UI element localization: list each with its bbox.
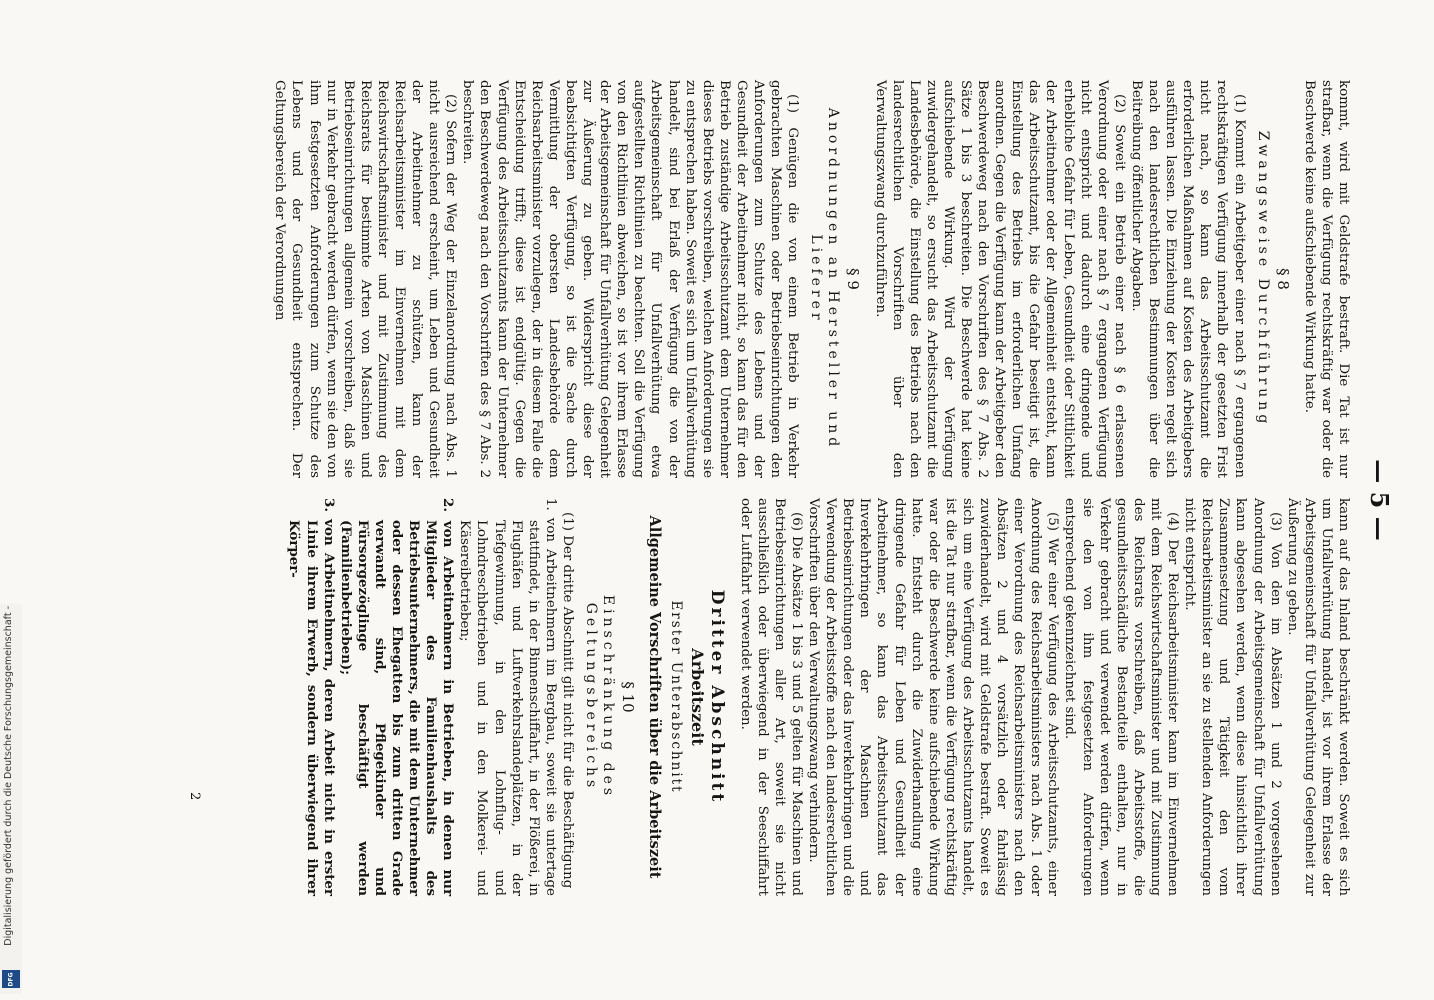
section-9-paragraph-4: (4) Der Reichsarbeitsminister kann im Einvernehmen mit dem Reichswirtschaftsminister und mit Zustimmung des Reichsrats vorschreiben, daß Arbeitsstoffe, die gesundheitsschädliche Bestandteile enthalten, nur in Verkehr gebracht und verwendet werden dürfen, wenn sie den von ihm festgesetzten Anforderungen entsprechend gekennzeichnet sind. bbox=[1062, 498, 1181, 896]
page-number: — 5 — bbox=[1365, 459, 1394, 541]
list-item: 2. von Arbeitnehmern in Betrieben, in denen nur Mitglieder des Familienhaushalts des Betriebsunternehmers, die mit dem Unternehmer oder dessen Ehegatten bis zum dritten Grade verwandt sind, Pflegekinder und Fürsorgezöglinge beschäftigt werden (Familienbetrieben); bbox=[337, 498, 457, 896]
left-column bbox=[271, 80, 1352, 478]
right-intro-paragraph: kann auf das Inland beschränkt werden. Soweit es sich um Unfallverhütung handelt, ist vor ihrem Erlasse der Arbeitsgemeinschaft für Unfallverhütung Gelegenheit zur Äußerung zu geben. bbox=[1284, 498, 1351, 896]
list-item: 1. von Arbeitnehmern im Bergbau, soweit sie untertage stattfindet, in der Binnenschiffahrt, in der Flößerei, in Flughäfen und Luftverkehrslandeplätzen, in der Tiefgewinnung, in den Lohnflug- und Lohndreschbetrieben und in den Molkerei- und Käsereibetrieben; bbox=[457, 498, 558, 896]
section-9-paragraph-3: (3) Von den im Absätzen 1 und 2 vorgesehenen Anordnung der Arbeitsgemeinschaft für Unfallverhütung kann abgesehen werden, wenn diese hinsichtlich ihrer Zusammensetzung und Tätigkeit den vom Reichsarbeitsminister an sie zu stellenden Anforderungen nicht entspricht. bbox=[1182, 498, 1283, 896]
section-10-title: Einschränkung des Geltungsbereichs bbox=[583, 594, 617, 800]
part-heading: Dritter Abschnitt bbox=[706, 589, 727, 805]
section-9-paragraph-6: (6) Die Absätze 1 bis 3 und 5 gelten für Maschinen und Betriebseinrichtungen aller Art, soweit sie nicht ausschließlich oder überwiegend in der Seeschiffahrt oder Luftfahrt verwendet werden. bbox=[737, 498, 804, 896]
part-title: Arbeitszeit bbox=[687, 648, 707, 746]
section-9-heading: § 9 bbox=[844, 268, 863, 290]
subpart-title: Allgemeine Vorschriften über die Arbeitszeit bbox=[646, 515, 664, 879]
section-9-title: Anordnungen an Hersteller und Lieferer bbox=[808, 107, 842, 451]
section-8-heading: § 8 bbox=[1273, 268, 1292, 290]
section-8-paragraph-2: (2) Soweit ein Betrieb einer nach § 6 erlassenen Verordnung oder einer nach § 7 ergangenen Verfügung nicht entspricht und dadurch eine dringende und erhebliche Gefahr für Leben, Gesundheit oder Sittlichkeit der Arbeitnehmer oder der Allgemeinheit entsteht, kann das Arbeitsschutzamt, bis die Gefahr beseitigt ist, die Einstellung des Betriebs im erforderlichen Umfang anordnen. Gegen die Verfügung kann der Arbeitgeber den Beschwerdeweg nach den Vorschriften des § 7 Abs. 2 Sätze 1 bis 3 beschreiten. Die Beschwerde hat keine aufschiebende Wirkung. Wird der Verfügung zuwidergehandelt, so ersucht das Arbeitsschutzamt die Landesbehörde, die Einstellung des Betriebs nach den landesrechtlichen Vorschriften über den Verwaltungszwang durchzuführen. bbox=[872, 80, 1127, 478]
dfg-logo: DFG bbox=[2, 970, 20, 988]
section-9-paragraph-2: (2) Sofern der Weg der Einzelanordnung nach Abs. 1 nicht ausreichend erscheint, um Leben und Gesundheit der Arbeitnehmer zu schützen, kann der Reichsarbeitsminister im Einvernehmen mit dem Reichswirtschaftsminister und mit Zustimmung des Reichsrats für bestimmte Arten von Maschinen und Betriebseinrichtungen allgemein vorschreiben, daß sie nur in Verkehr gebracht werden dürfen, wenn sie den von ihm festgesetzten Anforderungen zum Schutze des Lebens und der Gesundheit entsprechen. Der Geltungsbereich der Verordnungen bbox=[272, 80, 459, 478]
right-column bbox=[285, 498, 1352, 896]
section-10-paragraph-1: (1) Der dritte Abschnitt gilt nicht für die Beschäftigung bbox=[559, 512, 575, 889]
section-8-title: Zwangsweise Durchführung bbox=[1254, 130, 1271, 428]
section-9-paragraph-5: (5) Wer einer Verfügung des Arbeitsschutzamts, einer Anordnung des Reichsarbeitsministers nach Abs. 1 oder einer Verordnung des Reichsarbeitsministers nach den Absätzen 2 und 4 vorsätzlich oder fahrlässig zuwiderhandelt, wird mit Geldstrafe bestraft. Soweit es sich um eine Verfügung des Arbeitsschutzamts handelt, ist die Tat nur strafbar, wenn die Verfügung rechtskräftig war oder die Beschwerde keine aufschiebende Wirkung hatte. Entsteht durch die Zuwiderhandlung eine dringende Gefahr für Leben und Gesundheit der Arbeitnehmer, so kann das Arbeitsschutzamt das Inverkehrbringen der Maschinen und Betriebseinrichtungen oder das Inverkehrbringen und die Verwendung der Arbeitsstoffe nach den landesrechtlichen Vorschriften über den Verwaltungszwang verhindern. bbox=[806, 498, 1061, 896]
digitization-credit: Digitalisierung gefördert durch die Deutsche Forschungsgemeinschaft - bbox=[3, 606, 14, 946]
exemption-list bbox=[285, 498, 559, 896]
left-intro-paragraph: kommt, wird mit Geldstrafe bestraft. Die Tat ist nur strafbar, wenn die Verfügung rechtskräftig war oder die Beschwerde keine aufschiebende Wirkung hatte. bbox=[1301, 80, 1351, 478]
subpart-heading: Erster Unterabschnitt bbox=[668, 600, 685, 794]
list-item: 3. von Arbeitnehmern, deren Arbeit nicht in erster Linie ihrem Erwerb, sondern überwiegend ihrer Körper- bbox=[286, 498, 337, 896]
section-8-paragraph-1: (1) Kommt ein Arbeitgeber einer nach § 7 ergangenen rechtskräftigen Verfügung innerhalb der gesetzten Frist nicht nach, so kann das Arbeitsschutzamt die erforderlichen Maßnahmen auf Kosten des Arbeitgebers ausführen lassen. Die Einziehung der Kosten regelt sich nach den landesrechtlichen Bestimmungen über die Beitreibung öffentlicher Abgaben. bbox=[1128, 80, 1247, 478]
signature-number: 2 bbox=[187, 792, 202, 801]
section-10-heading: § 10 bbox=[619, 681, 638, 713]
section-9-paragraph-1: (1) Genügen die von einem Betrieb in Verkehr gebrachten Maschinen oder Betriebseinrichtungen den Anforderungen zum Schutze des Lebens und der Gesundheit der Arbeitnehmer nicht, so kann das für den Betrieb zuständige Arbeitsschutzamt dem Unternehmer dieses Betriebs vorschreiben, welchen Anforderungen sie zu entsprechen haben. Soweit es sich um Unfallverhütung handelt, sind bei Erlaß der Verfügung die von der Arbeitsgemeinschaft für Unfallverhütung etwa aufgestellten Richtlinien zu beachten. Soll die Verfügung von den Richtlinien abweichen, so ist vor ihrem Erlasse der Arbeitsgemeinschaft für Unfallverhütung Gelegenheit zur Äußerung zu geben. Widerspricht diese der beabsichtigten Verfügung, so ist die Sache durch Vermittlung der obersten Landesbehörde dem Reichsarbeitsminister vorzulegen, der in diesem Falle die Entscheidung trifft; diese ist endgültig. Gegen die Verfügung des Arbeitsschutzamts kann der Unternehmer den Beschwerdeweg nach den Vorschriften des § 7 Abs. 2 beschreiten. bbox=[460, 80, 801, 478]
